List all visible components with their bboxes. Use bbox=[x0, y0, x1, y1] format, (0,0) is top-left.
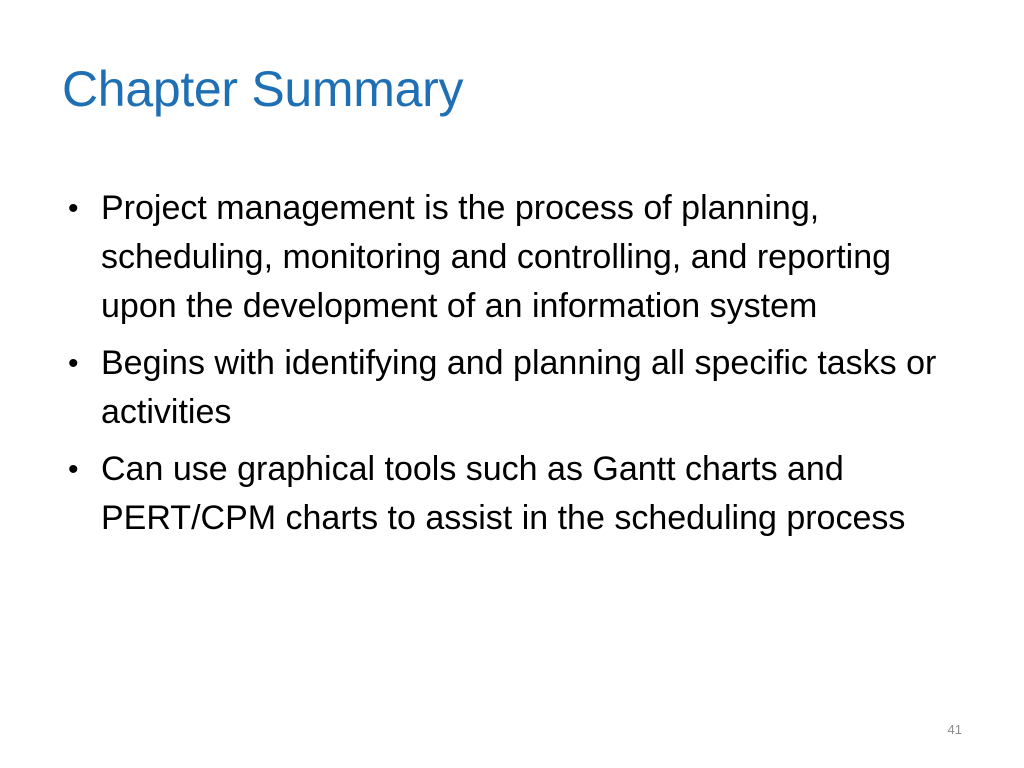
bullet-text: Project management is the process of planning, scheduling, monitoring and controlling, and reporting upon the development of an information system bbox=[101, 189, 892, 325]
bullet-text: Begins with identifying and planning all specific tasks or activities bbox=[101, 344, 937, 431]
bullet-text: Can use graphical tools such as Gantt charts and PERT/CPM charts to assist in the scheduling process bbox=[101, 450, 906, 537]
bullet-list bbox=[62, 184, 962, 551]
bullet-item-process bbox=[62, 184, 962, 331]
slide-title: Chapter Summary bbox=[62, 61, 464, 117]
bullet-marker: • bbox=[68, 347, 79, 380]
page-number: 41 bbox=[947, 722, 962, 737]
bullet-item-tools bbox=[62, 445, 962, 543]
bullet-marker: • bbox=[68, 192, 79, 225]
bullet-item-planning bbox=[62, 339, 962, 437]
bullet-marker: • bbox=[68, 453, 79, 486]
